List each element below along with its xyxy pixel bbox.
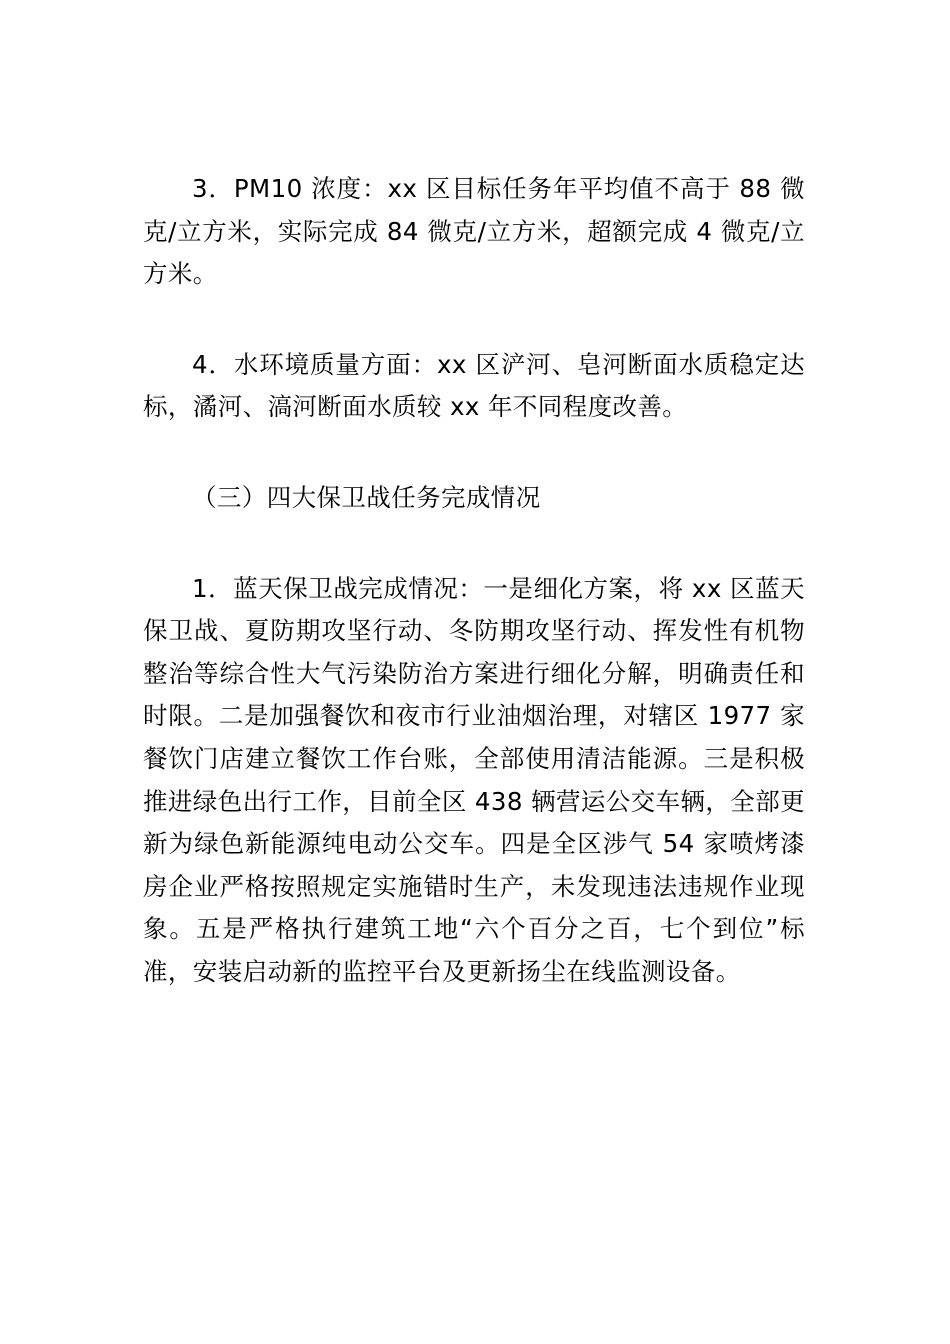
document-body <box>143 168 805 994</box>
paragraph-water-quality: 4．水环境质量方面：xx 区浐河、皂河断面水质稳定达标，潏河、滈河断面水质较 xx 年不同程度改善。 <box>143 349 805 422</box>
section-heading-four-battles: （三）四大保卫战任务完成情况 <box>192 482 541 512</box>
paragraph-blue-sky-battle: 1．蓝天保卫战完成情况：一是细化方案，将 xx 区蓝天保卫战、夏防期攻坚行动、冬防期攻坚行动、挥发性有机物整治等综合性大气污染防治方案进行细化分解，明确责任和时限。二是加强餐饮和夜市行业油烟治理，对辖区 1977 家餐饮门店建立餐饮工作台账，全部使用清洁能源。三是积极推进绿色出行工作，目前全区 438 辆营运公交车辆，全部更新为绿色新能源纯电动公交车。四是全区涉气 54 家喷烤漆房企业严格按照规定实施错时生产，未发现违法违规作业现象。五是严格执行建筑工地“六个百分之百，七个到位”标准，安装启动新的监控平台及更新扬尘在线监测设备。 <box>143 573 805 986</box>
paragraph-pm10-concentration: 3．PM10 浓度：xx 区目标任务年平均值不高于 88 微克/立方米，实际完成 84 微克/立方米，超额完成 4 微克/立方米。 <box>143 174 805 289</box>
